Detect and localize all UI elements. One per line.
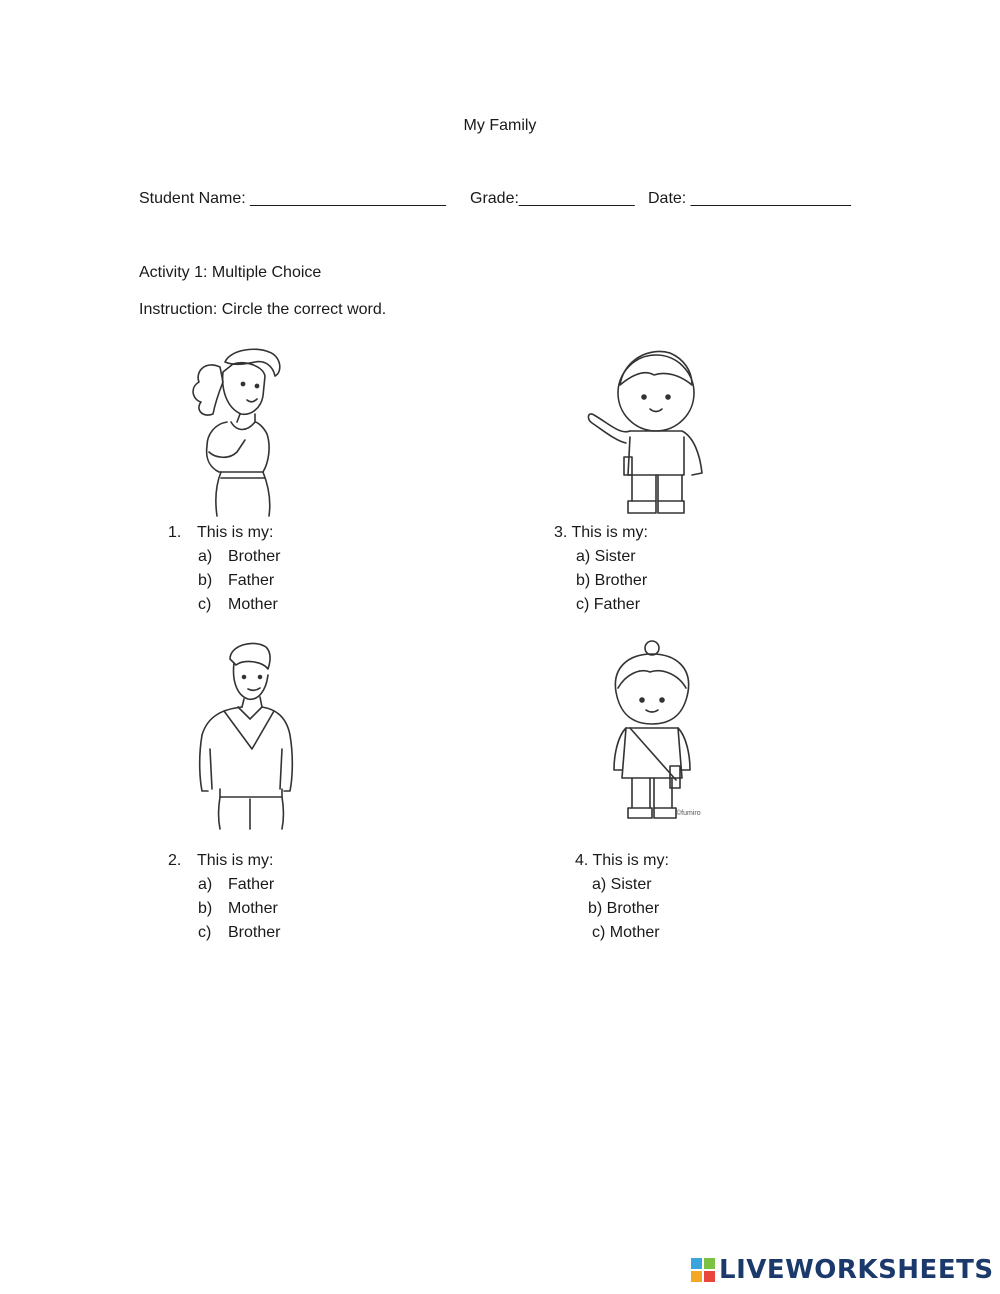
answer-option[interactable]: a) Sister: [576, 548, 636, 565]
question-number: 1.: [168, 524, 182, 541]
date-field: Date: __________________: [648, 190, 851, 207]
logo-square: [704, 1271, 715, 1282]
answer-option[interactable]: b) Father: [198, 572, 275, 589]
logo-square: [691, 1258, 702, 1269]
question-prompt: This is my:: [197, 524, 274, 541]
page-title: My Family: [463, 117, 537, 134]
question-prompt: This is my:: [197, 852, 274, 869]
answer-option[interactable]: b) Mother: [198, 900, 278, 917]
question-3: [554, 521, 648, 617]
logo-square: [691, 1271, 702, 1282]
question-4: [575, 849, 669, 945]
boy-illustration: [584, 345, 706, 517]
question-1: [168, 521, 280, 617]
answer-option[interactable]: b) Brother: [588, 900, 660, 917]
logo-text: LIVEWORKSHEETS: [719, 1255, 994, 1285]
logo-squares-icon: [691, 1258, 715, 1282]
instruction-text: Instruction: Circle the correct word.: [139, 301, 387, 318]
answer-option[interactable]: c) Mother: [198, 596, 278, 613]
answer-option[interactable]: b) Brother: [576, 572, 648, 589]
father-illustration: [194, 639, 298, 831]
question-number: 2.: [168, 852, 182, 869]
question-prompt: 3. This is my:: [554, 524, 648, 541]
mother-illustration: [185, 342, 290, 518]
girl-illustration: [604, 638, 720, 824]
answer-option[interactable]: a) Father: [198, 876, 275, 893]
answer-option[interactable]: c) Father: [576, 596, 641, 613]
grade-field: Grade:_____________: [470, 190, 635, 207]
logo-square: [704, 1258, 715, 1269]
answer-option[interactable]: a) Brother: [198, 548, 281, 565]
question-2: [168, 849, 280, 945]
answer-option[interactable]: a) Sister: [592, 876, 652, 893]
answer-option[interactable]: c) Brother: [198, 924, 281, 941]
activity-title: Activity 1: Multiple Choice: [139, 264, 322, 281]
illustration-credit: ©fumiro: [676, 810, 701, 817]
answer-option[interactable]: c) Mother: [592, 924, 660, 941]
liveworksheets-logo[interactable]: [691, 1255, 994, 1285]
student-name-field: Student Name: ______________________: [139, 190, 446, 207]
question-prompt: 4. This is my:: [575, 852, 669, 869]
